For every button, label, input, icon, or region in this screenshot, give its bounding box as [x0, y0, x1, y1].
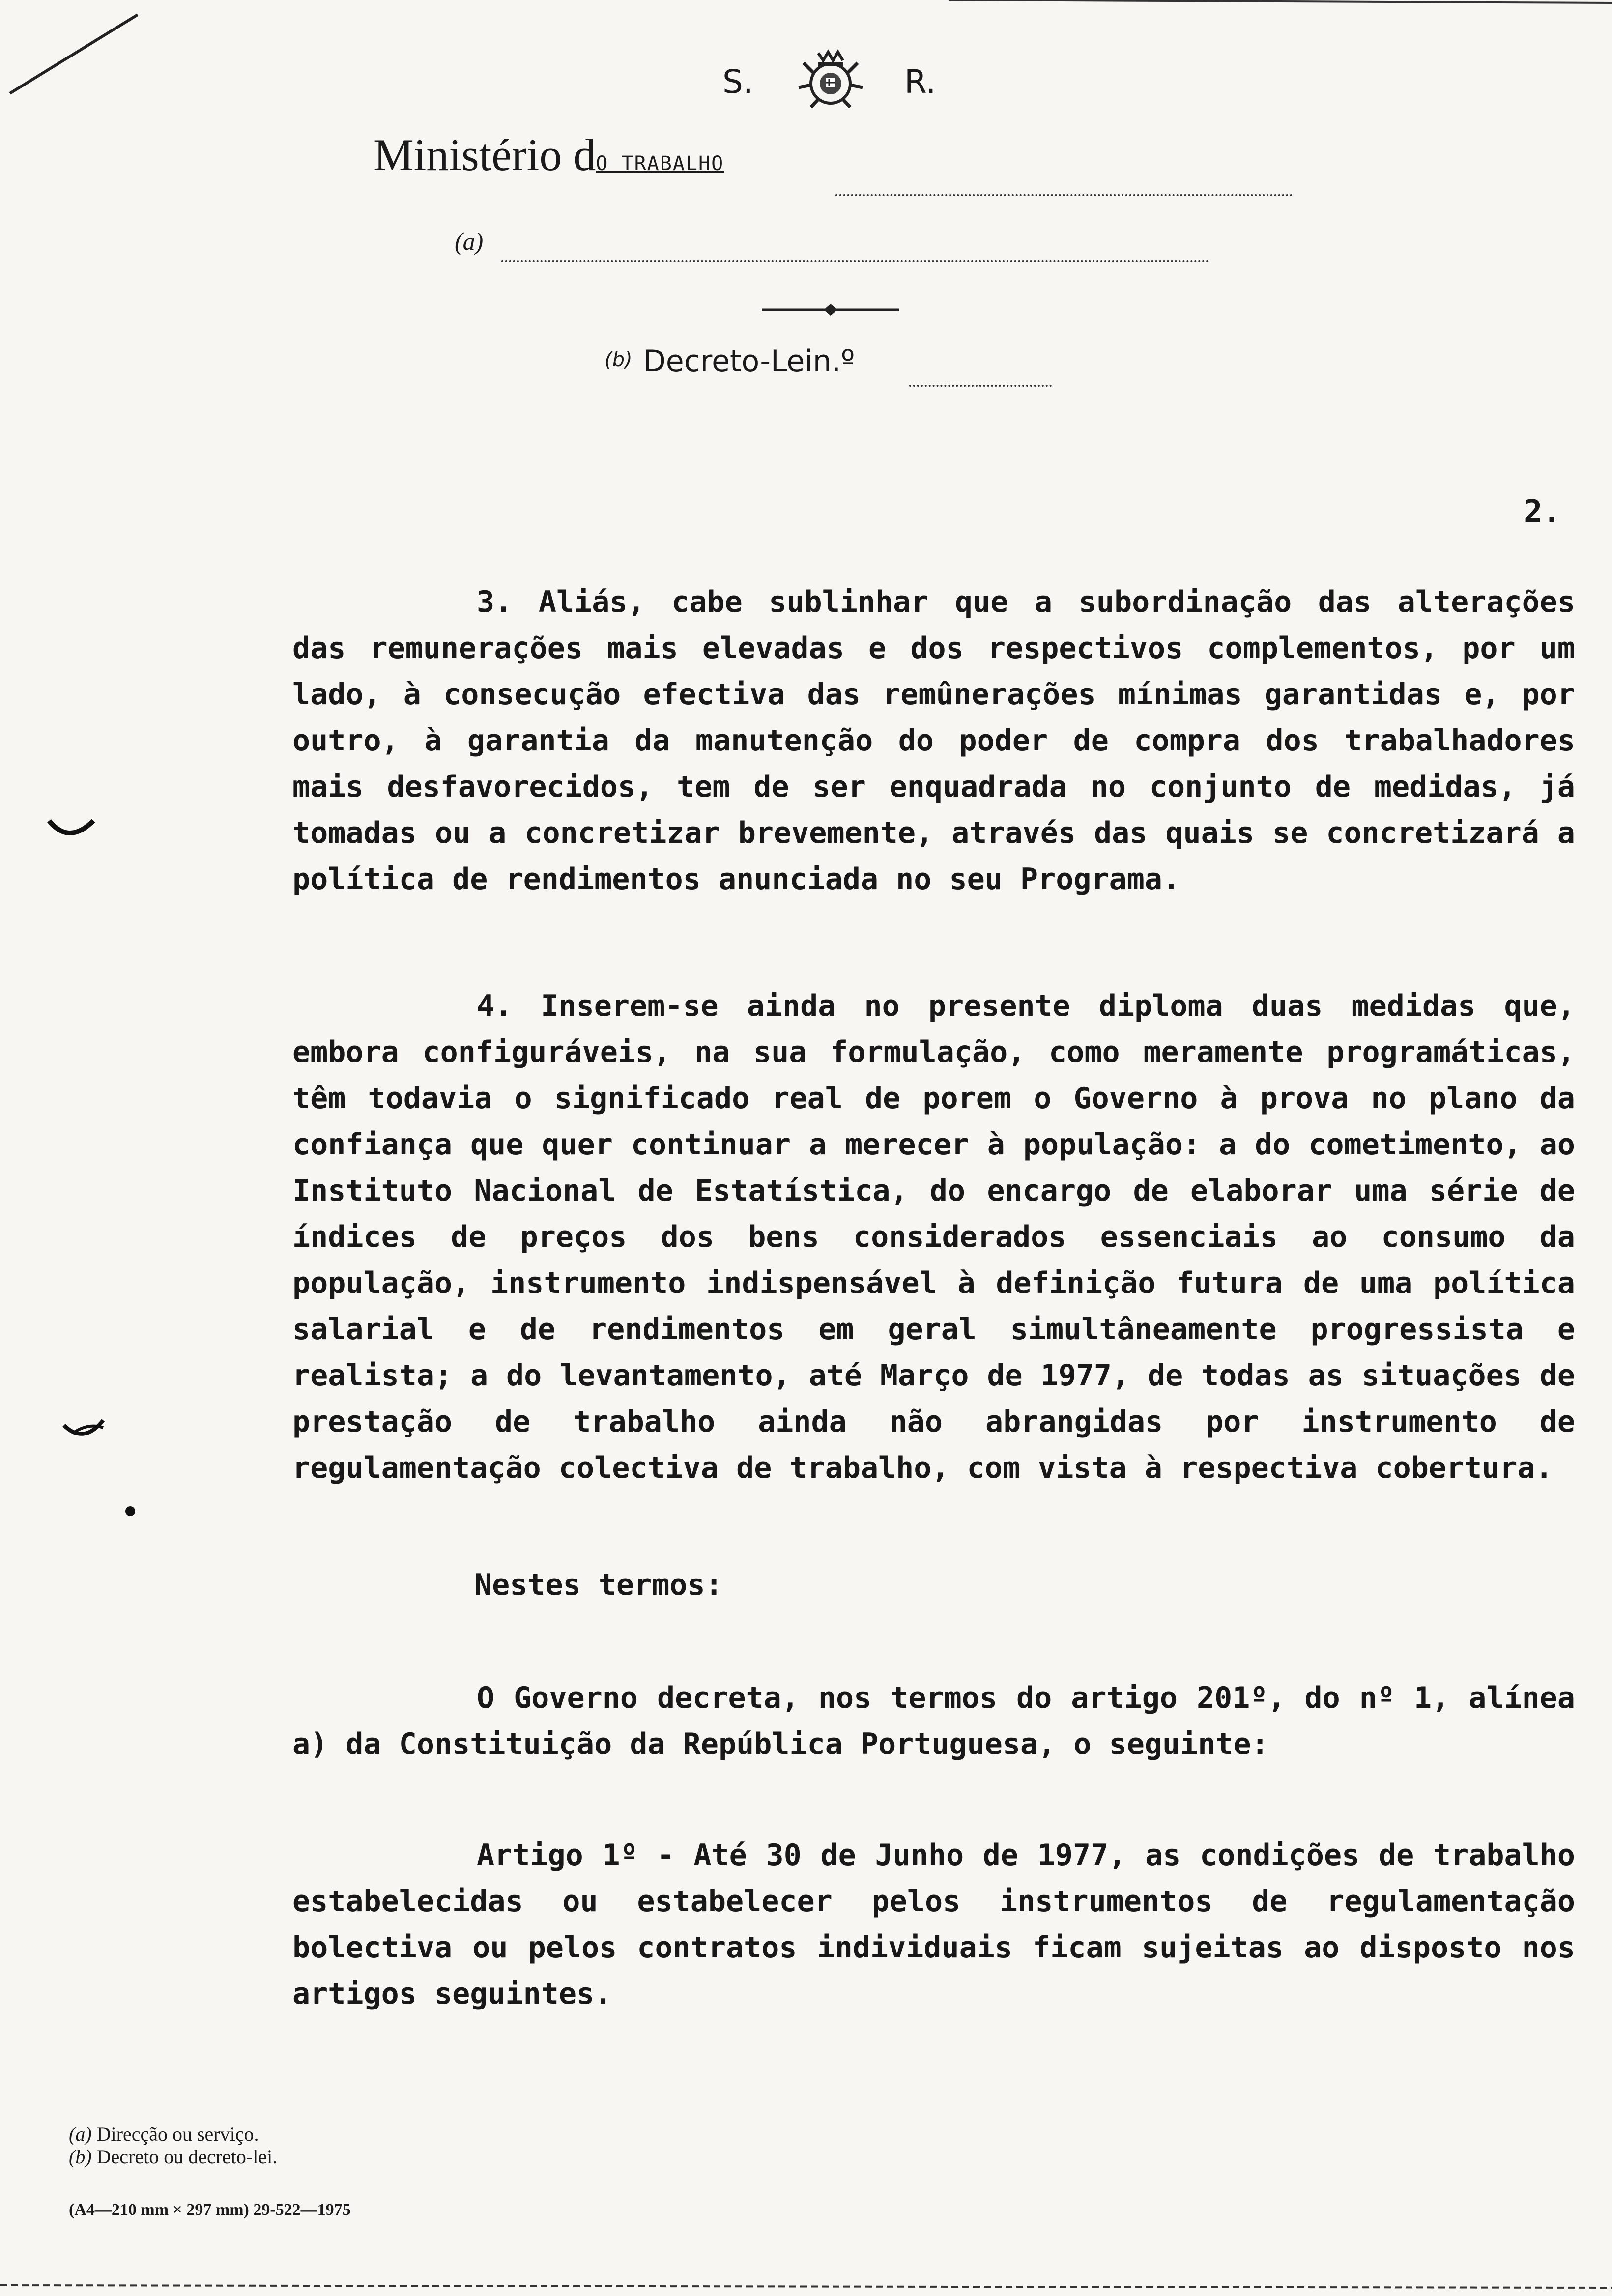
- paragraph-3-text: 3. Aliás, cabe sublinhar que a subordinação das alterações das remunerações mais elevadas e dos respectivos complementos, por um lado, à consecução efectiva das remûnerações mínimas garantidas e, por outro, à garantia da manutenção do poder de compra dos trabalhadores mais desfavorecidos, tem de ser enquadrada no conjunto de medidas, já tomadas ou a concretizar brevemente, através das quais se concretizará a política de rendimentos anunciada no seu Programa.: [292, 585, 1575, 896]
- decree-text: Decreto-Lein.º: [643, 344, 855, 378]
- decree-b-label: (b): [604, 348, 633, 371]
- letterhead-right: R.: [904, 63, 936, 101]
- footnote-b-text: Decreto ou decreto-lei.: [96, 2146, 278, 2168]
- page-number: 2.: [1524, 494, 1562, 530]
- field-a-label: (a): [455, 228, 484, 255]
- paragraph-7-text: Artigo 1º - Até 30 de Junho de 1977, as condições de trabalho estabelecidas ou estabelecer pelos instrumentos de regulamentação bolectiva ou pelos contratos individuais ficam sujeitas ao disposto nos artigos seguintes.: [292, 1838, 1575, 2011]
- letterhead-left: S.: [722, 63, 753, 101]
- footnote-a-label: (a): [69, 2123, 92, 2145]
- footnote-b-label: (b): [69, 2146, 92, 2168]
- paragraph-4-text: 4. Inserem-se ainda no presente diploma duas medidas que, embora configuráveis, na sua formulação, como meramente programáticas, têm todavia o significado real de porem o Governo à prova no plano da confiança que quer continuar a merecer à população: a do cometimento, ao Instituto Nacional de Estatística, do encargo de elaborar uma série de índices de preços dos bens considerados essenciais ao consumo da população, instrumento indispensável à definição futura de uma política salarial e de rendimentos em geral simultâneamente progressista e realista; a do levantamento, até Março de 1977, de todas as situações de prestação de trabalho ainda não abrangidas por instrumento de regulamentação colectiva de trabalho, com vista à respectiva cobertura.: [292, 989, 1575, 1485]
- paragraph-5-text: Nestes termos:: [474, 1568, 723, 1602]
- ministry-prefix: Ministério d: [374, 130, 596, 180]
- paragraph-6-text: O Governo decreta, nos termos do artigo 201º, do nº 1, alínea a) da Constituição da República Portuguesa, o seguinte:: [292, 1681, 1575, 1761]
- ministry-name: O TRABALHO: [596, 152, 724, 175]
- footnote-a-text: Direcção ou serviço.: [96, 2123, 259, 2145]
- form-code: (A4—210 mm × 297 mm) 29-522—1975: [69, 2201, 351, 2219]
